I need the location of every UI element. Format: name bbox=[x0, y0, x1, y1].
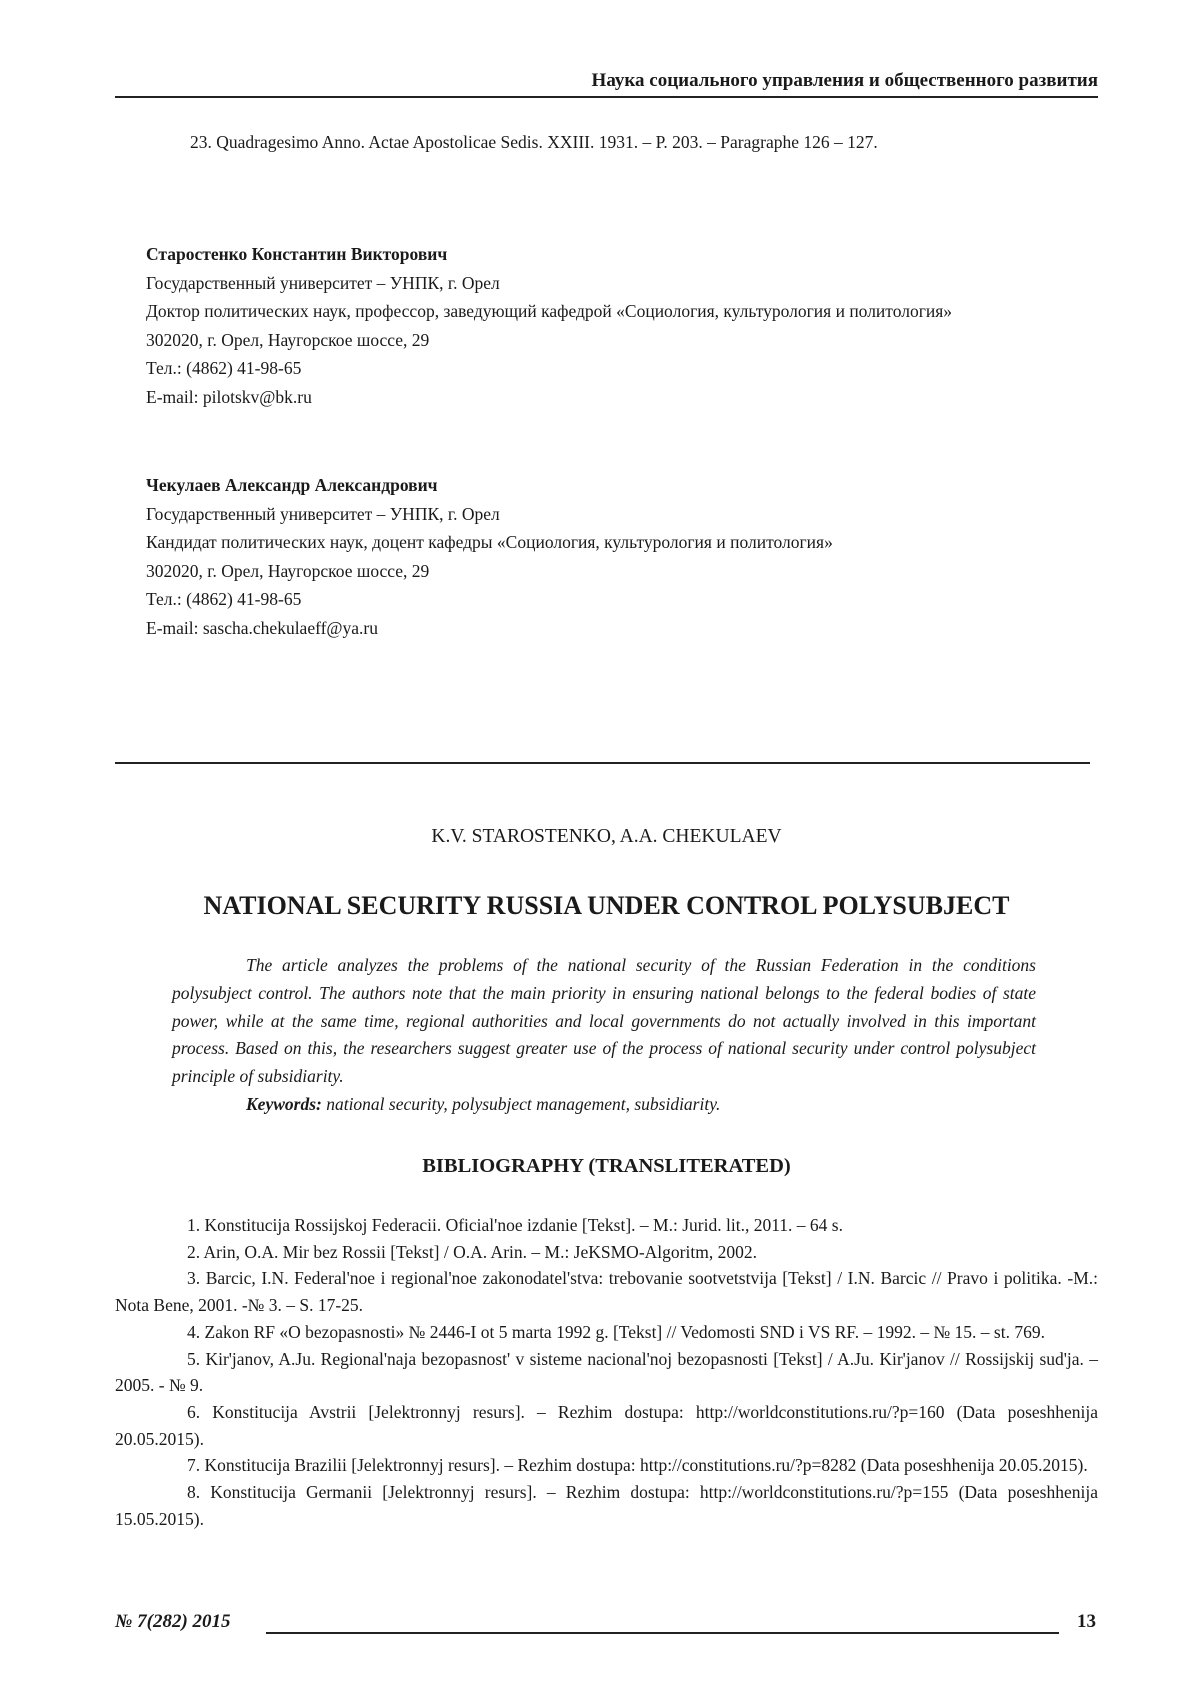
bibliography-item: 3. Barcic, I.N. Federal'noe i regional'noe zakonodatel'stva: trebovanie sootvetstvija [Tekst] / I.N. Barcic // Pravo i politika. -M.: Nota Bene, 2001. -№ 3. – S. 17-25. bbox=[115, 1265, 1098, 1318]
reference-23: 23. Quadragesimo Anno. Actae Apostolicae Sedis. XXIII. 1931. – P. 203. – Paragraphe 126 – 127. bbox=[190, 128, 878, 157]
keywords-label: Keywords: bbox=[246, 1094, 322, 1114]
abstract-text: The article analyzes the problems of the national security of the Russian Federation in the conditions polysubject control. The authors note that the main priority in ensuring national belongs to the federal bodies of state power, while at the same time, regional authorities and local governments do not actually involved in this important process. Based on this, the researchers suggest greater use of the process of national security under control polysubject principle of subsidiarity. bbox=[172, 952, 1036, 1091]
author-phone: Тел.: (4862) 41-98-65 bbox=[146, 585, 833, 614]
bibliography-heading: BIBLIOGRAPHY (TRANSLITERATED) bbox=[115, 1155, 1098, 1178]
bibliography-item: 8. Konstitucija Germanii [Jelektronnyj resurs]. – Rezhim dostupa: http://worldconstitutions.ru/?p=155 (Data poseshhenija 15.05.2015). bbox=[115, 1479, 1098, 1532]
author-affiliation: Государственный университет – УНПК, г. Орел bbox=[146, 269, 952, 298]
author-phone: Тел.: (4862) 41-98-65 bbox=[146, 354, 952, 383]
bibliography-item: 5. Kir'janov, A.Ju. Regional'naja bezopasnost' v sisteme nacional'noj bezopasnosti [Tekst] / A.Ju. Kir'janov // Rossijskij sud'ja. – 2005. - № 9. bbox=[115, 1346, 1098, 1399]
author-name: Чекулаев Александр Александрович bbox=[146, 471, 833, 500]
article-title: NATIONAL SECURITY RUSSIA UNDER CONTROL POLYSUBJECT bbox=[115, 891, 1098, 921]
page-number: 13 bbox=[1077, 1611, 1096, 1633]
keywords: national security, polysubject management, subsidiarity. bbox=[322, 1094, 721, 1114]
author-block-2 bbox=[146, 471, 833, 643]
bibliography-item: 1. Konstitucija Rossijskoj Federacii. Oficial'noe izdanie [Tekst]. – M.: Jurid. lit., 2011. – 64 s. bbox=[115, 1212, 1098, 1239]
author-email: E-mail: sascha.chekulaeff@ya.ru bbox=[146, 614, 833, 643]
author-affiliation: Государственный университет – УНПК, г. Орел bbox=[146, 500, 833, 529]
bibliography-item: 4. Zakon RF «O bezopasnosti» № 2446-I ot 5 marta 1992 g. [Tekst] // Vedomosti SND i VS RF. – 1992. – № 15. – st. 769. bbox=[115, 1319, 1098, 1346]
author-position: Кандидат политических наук, доцент кафедры «Социология, культурология и политология» bbox=[146, 528, 833, 557]
section-divider bbox=[115, 762, 1090, 764]
bibliography-list bbox=[115, 1212, 1098, 1532]
author-email: E-mail: pilotskv@bk.ru bbox=[146, 383, 952, 412]
running-header: Наука социального управления и общественного развития bbox=[115, 70, 1098, 92]
abstract bbox=[172, 952, 1036, 1119]
author-address: 302020, г. Орел, Наугорское шоссе, 29 bbox=[146, 557, 833, 586]
author-name: Старостенко Константин Викторович bbox=[146, 240, 952, 269]
issue-number: № 7(282) 2015 bbox=[115, 1611, 231, 1633]
bibliography-item: 2. Arin, O.A. Mir bez Rossii [Tekst] / O.A. Arin. – M.: JeKSMO-Algoritm, 2002. bbox=[115, 1239, 1098, 1266]
author-block-1 bbox=[146, 240, 952, 412]
header-rule bbox=[115, 96, 1098, 98]
author-position: Доктор политических наук, профессор, заведующий кафедрой «Социология, культурология и политология» bbox=[146, 297, 952, 326]
author-address: 302020, г. Орел, Наугорское шоссе, 29 bbox=[146, 326, 952, 355]
bibliography-item: 6. Konstitucija Avstrii [Jelektronnyj resurs]. – Rezhim dostupa: http://worldconstitutions.ru/?p=160 (Data poseshhenija 20.05.2015). bbox=[115, 1399, 1098, 1452]
english-authors: K.V. STAROSTENKO, A.A. CHEKULAEV bbox=[115, 826, 1098, 848]
bibliography-item: 7. Konstitucija Brazilii [Jelektronnyj resurs]. – Rezhim dostupa: http://constitutions.ru/?p=8282 (Data poseshhenija 20.05.2015). bbox=[115, 1452, 1098, 1479]
footer-rule bbox=[266, 1632, 1059, 1634]
